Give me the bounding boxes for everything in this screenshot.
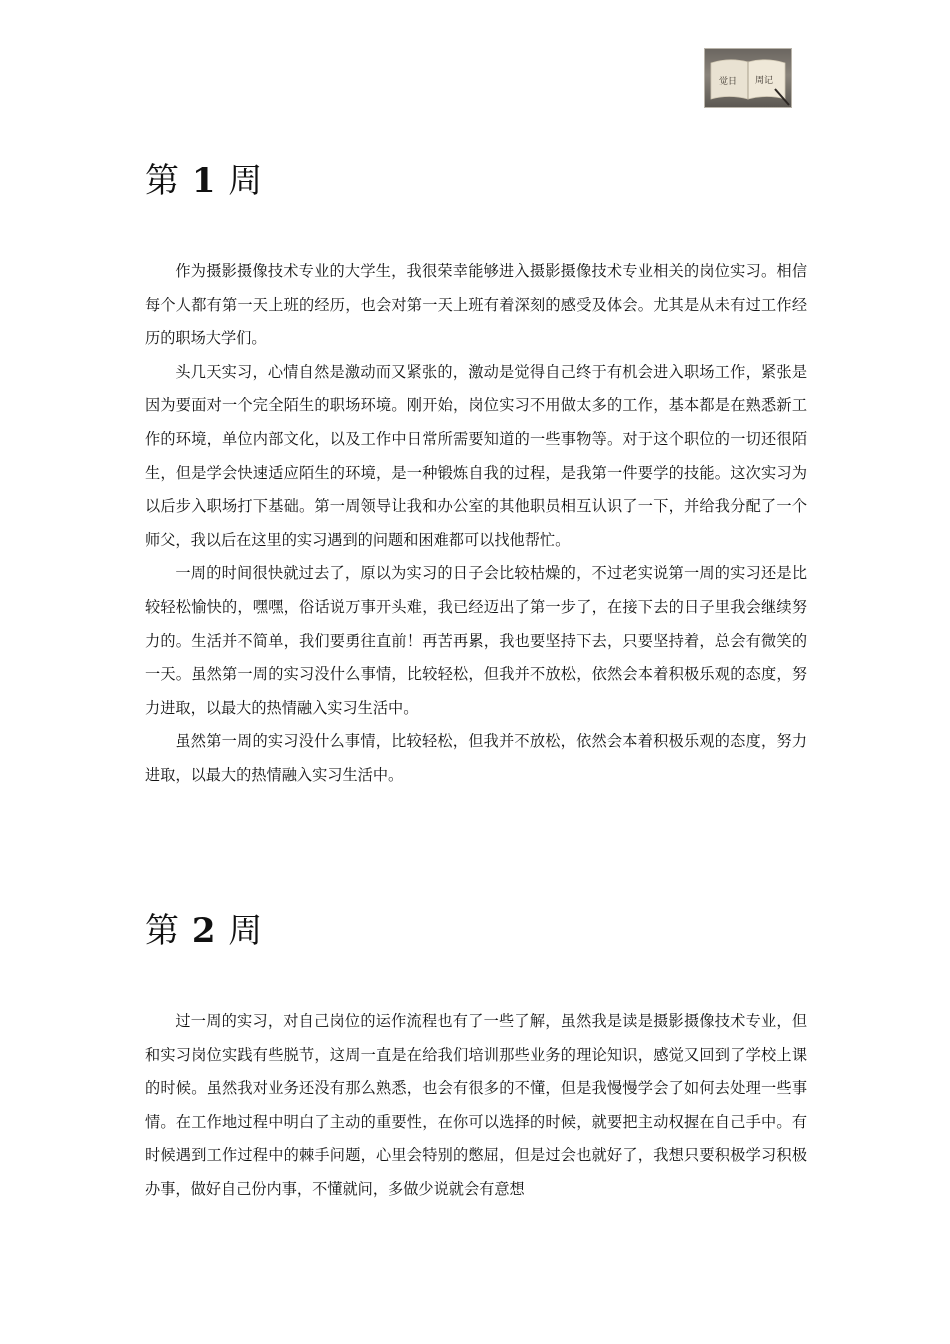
heading-suffix: 周 <box>228 911 264 951</box>
heading-prefix: 第 <box>145 911 180 951</box>
week-1-heading <box>145 161 263 201</box>
heading-prefix: 第 <box>145 161 180 201</box>
logo-text-left: 觉日 <box>719 77 738 87</box>
heading-suffix: 周 <box>228 161 264 201</box>
paragraph: 头几天实习，心情自然是激动而又紧张的，激动是觉得自己终于有机会进入职场工作，紧张是因为要面对一个完全陌生的职场环境。刚开始，岗位实习不用做太多的工作，基本都是在熟悉新工作的环境，单位内部文化，以及工作中日常所需要知道的一些事物等。对于这个职位的一切还很陌生，但是学会快速适应陌生的环境，是一种锻炼自我的过程，是我第一件要学的技能。这次实习为以后步入职场打下基础。第一周领导让我和办公室的其他职员相互认识了一下，并给我分配了一个师父，我以后在这里的实习遇到的问题和困难都可以找他帮忙。 <box>145 362 807 549</box>
paragraph: 过一周的实习，对自己岗位的运作流程也有了一些了解，虽然我是读是摄影摄像技术专业，但和实习岗位实践有些脱节，这周一直是在给我们培训那些业务的理论知识，感觉又回到了学校上课的时候。虽然我对业务还没有那么熟悉，也会有很多的不懂，但是我慢慢学会了如何去处理一些事情。在工作地过程中明白了主动的重要性，在你可以选择的时候，就要把主动权握在自己手中。有时候遇到工作过程中的棘手问题，心里会特别的憋屈，但是过会也就好了，我想只要积极学习积极办事，做好自己份内事，不懂就问，多做少说就会有意想 <box>145 1012 807 1198</box>
paragraph: 虽然第一周的实习没什么事情，比较轻松，但我并不放松，依然会本着积极乐观的态度，努力进取，以最大的热情融入实习生活中。 <box>145 732 807 784</box>
week-2-heading <box>145 911 263 951</box>
heading-number: 1 <box>191 161 217 201</box>
logo-text-right: 周记 <box>755 76 774 86</box>
week-2-body <box>145 1005 807 1207</box>
heading-number: 2 <box>191 911 217 951</box>
paragraph: 作为摄影摄像技术专业的大学生，我很荣幸能够进入摄影摄像技术专业相关的岗位实习。相信每个人都有第一天上班的经历，也会对第一天上班有着深刻的感受及体会。尤其是从未有过工作经历的职场大学们。 <box>145 262 807 348</box>
open-book-icon <box>705 49 791 107</box>
paragraph: 一周的时间很快就过去了，原以为实习的日子会比较枯燥的，不过老实说第一周的实习还是比较轻松愉快的，嘿嘿，俗话说万事开头难，我已经迈出了第一步了，在接下去的日子里我会继续努力的。生活并不简单，我们要勇往直前！再苦再累，我也要坚持下去，只要坚持着，总会有微笑的一天。虽然第一周的实习没什么事情，比较轻松，但我并不放松，依然会本着积极乐观的态度，努力进取，以最大的热情融入实习生活中。 <box>145 564 807 717</box>
week-1-body <box>145 255 807 793</box>
notebook-logo-image <box>704 48 792 108</box>
